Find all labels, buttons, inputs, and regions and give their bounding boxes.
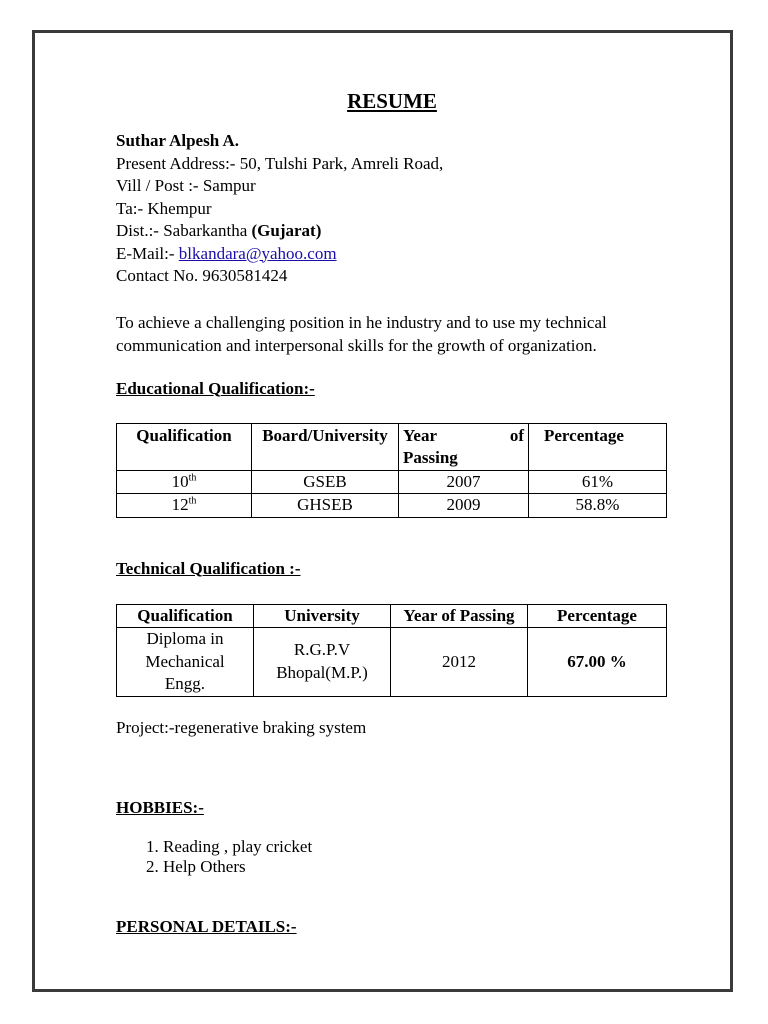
personal-details-heading: PERSONAL DETAILS:- <box>116 917 297 936</box>
vill-post: Vill / Post :- Sampur <box>116 176 256 195</box>
present-address: Present Address:- 50, Tulshi Park, Amreli Road, <box>116 153 444 173</box>
header-year-word: Year <box>403 425 437 445</box>
contact-block <box>116 130 668 288</box>
qualification-line: Engg. <box>164 674 206 693</box>
header-university: University <box>254 604 391 628</box>
table-header-row <box>117 604 667 628</box>
header-year-of-passing <box>399 423 529 470</box>
header-percentage: Percentage <box>529 423 667 470</box>
hobbies-list <box>116 837 668 877</box>
contact-number: Contact No. 9630581424 <box>116 266 288 285</box>
cell-year: 2007 <box>399 470 529 494</box>
education-table <box>116 423 667 518</box>
district-name: Dist.:- Sabarkantha <box>116 221 252 240</box>
header-year-of-passing: Year of Passing <box>391 604 528 628</box>
education-heading: Educational Qualification:- <box>116 378 315 398</box>
career-objective: To achieve a challenging position in he industry and to use my technical communication and interpersonal skills for the growth of organization. <box>116 312 607 355</box>
table-header-row <box>117 423 667 470</box>
table-row <box>117 494 667 518</box>
cell-qualification <box>117 494 252 518</box>
qualification-value: 12 <box>171 495 189 514</box>
table-row <box>117 628 667 697</box>
qualification-line: Mechanical <box>145 651 225 671</box>
hobbies-heading: HOBBIES:- <box>116 798 204 817</box>
header-passing-word: Passing <box>403 448 458 467</box>
resume-title: RESUME <box>347 89 437 113</box>
cell-year: 2012 <box>391 628 528 697</box>
university-line: R.G.P.V <box>293 640 351 660</box>
candidate-name: Suthar Alpesh A. <box>116 131 239 150</box>
list-item: 1. Reading , play cricket <box>163 837 668 857</box>
qualification-value: 10 <box>171 471 189 491</box>
list-item: 2. Help Others <box>163 857 668 877</box>
email-line <box>116 243 668 266</box>
technical-heading: Technical Qualification :- <box>116 558 301 578</box>
email-label: E-Mail:- <box>116 243 179 263</box>
cell-percentage: 67.00 % <box>528 628 667 697</box>
header-qualification: Qualification <box>117 423 252 470</box>
qualification-line: Diploma in <box>146 629 224 648</box>
cell-qualification <box>117 470 252 494</box>
header-percentage: Percentage <box>528 604 667 628</box>
cell-percentage: 61% <box>529 470 667 494</box>
ordinal-suffix: th <box>188 471 197 483</box>
taluka: Ta:- Khempur <box>116 198 212 218</box>
district <box>116 220 668 243</box>
header-qualification: Qualification <box>117 604 254 628</box>
cell-percentage: 58.8% <box>529 494 667 518</box>
header-of-word: of <box>509 425 524 445</box>
district-state: (Gujarat) <box>251 221 322 240</box>
technical-table <box>116 604 667 697</box>
cell-year: 2009 <box>399 494 529 518</box>
cell-board: GHSEB <box>252 494 399 518</box>
cell-board: GSEB <box>252 470 399 494</box>
project-line: Project:-regenerative braking system <box>116 717 367 737</box>
ordinal-suffix: th <box>188 495 197 507</box>
email-link[interactable]: blkandara@yahoo.com <box>178 243 337 263</box>
header-board: Board/University <box>252 423 399 470</box>
cell-university <box>254 628 391 697</box>
cell-qualification <box>117 628 254 697</box>
university-line: Bhopal(M.P.) <box>276 662 368 682</box>
table-row <box>117 470 667 494</box>
resume-document <box>116 88 668 938</box>
header-year-line <box>403 425 524 448</box>
